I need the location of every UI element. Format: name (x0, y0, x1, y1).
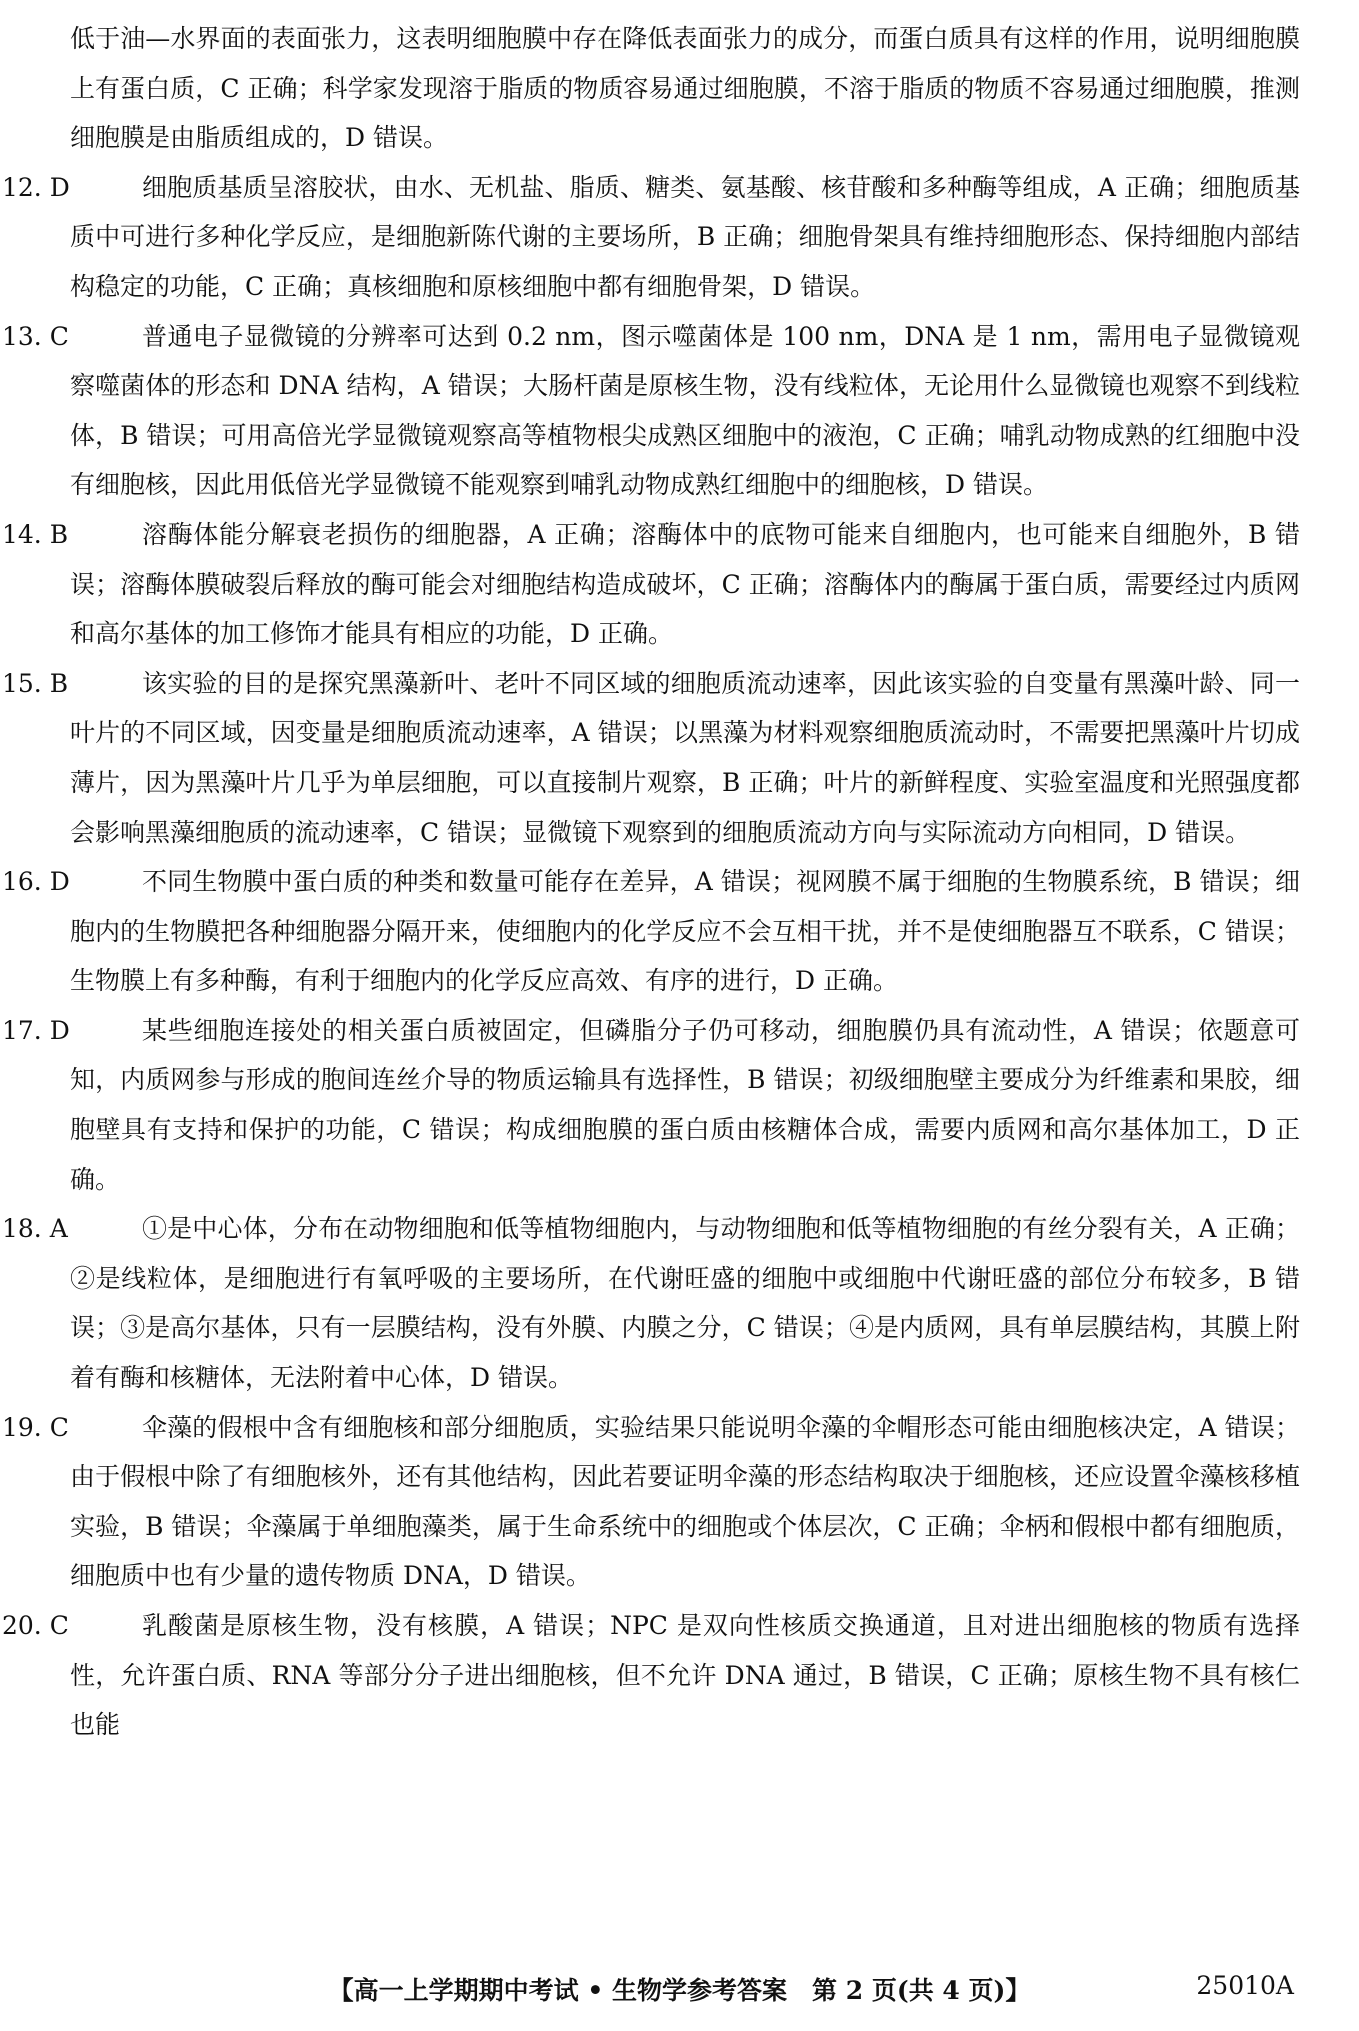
answer-text: 细胞质基质呈溶胶状，由水、无机盐、脂质、糖类、氨基酸、核苷酸和多种酶等组成，A 正确；细胞质基质中可进行多种化学反应，是细胞新陈代谢的主要场所，B 正确；细胞骨架具有维持细胞形态、保持细胞内部结构稳定的功能，C 正确；真核细胞和原核细胞中都有细胞骨架，D 错误。 (70, 172, 1300, 301)
answer-text: 乳酸菌是原核生物，没有核膜，A 错误；NPC 是双向性核质交换通道，且对进出细胞核的物质有选择性，允许蛋白质、RNA 等部分分子进出细胞核，但不允许 DNA 通过，B 错误，C 正确；原核生物不具有核仁也能 (70, 1611, 1300, 1740)
answer-item (2, 1403, 1300, 1601)
answer-item (2, 857, 1300, 1006)
answer-text: 该实验的目的是探究黑藻新叶、老叶不同区域的细胞质流动速率，因此该实验的自变量有黑藻叶龄、同一叶片的不同区域，因变量是细胞质流动速率，A 错误；以黑藻为材料观察细胞质流动时，不需要把黑藻叶片切成薄片，因为黑藻叶片几乎为单层细胞，可以直接制片观察，B 正确；叶片的新鲜程度、实验室温度和光照强度都会影响黑藻细胞质的流动速率，C 错误；显微镜下观察到的细胞质流动方向与实际流动方向相同，D 错误。 (70, 668, 1300, 847)
answer-text: ①是中心体，分布在动物细胞和低等植物细胞内，与动物细胞和低等植物细胞的有丝分裂有关，A 正确；②是线粒体，是细胞进行有氧呼吸的主要场所，在代谢旺盛的细胞中或细胞中代谢旺盛的部位分布较多，B 错误；③是高尔基体，只有一层膜结构，没有外膜、内膜之分，C 错误；④是内质网，具有单层膜结构，其膜上附着有酶和核糖体，无法附着中心体，D 错误。 (70, 1214, 1300, 1393)
footer-code: 25010A (1196, 1971, 1294, 2000)
paragraph-text: 低于油—水界面的表面张力，这表明细胞膜中存在降低表面张力的成分，而蛋白质具有这样的作用，说明细胞膜上有蛋白质，C 正确；科学家发现溶于脂质的物质容易通过细胞膜，不溶于脂质的物质不容易通过细胞膜，推测细胞膜是由脂质组成的，D 错误。 (70, 24, 1300, 153)
answer-number: 19. C (2, 1412, 69, 1442)
answer-number: 15. B (2, 668, 69, 698)
answer-item (2, 1006, 1300, 1204)
answer-list (2, 163, 1300, 1750)
answer-text: 不同生物膜中蛋白质的种类和数量可能存在差异，A 错误；视网膜不属于细胞的生物膜系统，B 错误；细胞内的生物膜把各种细胞器分隔开来，使细胞内的化学反应不会互相干扰，并不是使细胞器互不联系，C 错误；生物膜上有多种酶，有利于细胞内的化学反应高效、有序的进行，D 正确。 (70, 867, 1300, 996)
answer-number: 13. C (2, 321, 69, 351)
answer-number: 12. D (2, 172, 70, 202)
continuation-paragraph (70, 14, 1300, 163)
answer-text: 伞藻的假根中含有细胞核和部分细胞质，实验结果只能说明伞藻的伞帽形态可能由细胞核决定，A 错误；由于假根中除了有细胞核外，还有其他结构，因此若要证明伞藻的形态结构取决于细胞核，还应设置伞藻核移植实验，B 错误；伞藻属于单细胞藻类，属于生命系统中的细胞或个体层次，C 正确；伞柄和假根中都有细胞质，细胞质中也有少量的遗传物质 DNA，D 错误。 (70, 1412, 1300, 1591)
answer-item (2, 510, 1300, 659)
answer-text: 溶酶体能分解衰老损伤的细胞器，A 正确；溶酶体中的底物可能来自细胞内，也可能来自细胞外，B 错误；溶酶体膜破裂后释放的酶可能会对细胞结构造成破坏，C 正确；溶酶体内的酶属于蛋白质，需要经过内质网和高尔基体的加工修饰才能具有相应的功能，D 正确。 (70, 519, 1300, 649)
answer-page (2, 14, 1300, 1750)
answer-text: 普通电子显微镜的分辨率可达到 0.2 nm，图示噬菌体是 100 nm，DNA 是 1 nm，需用电子显微镜观察噬菌体的形态和 DNA 结构，A 错误；大肠杆菌是原核生物，没有线粒体，无论用什么显微镜也观察不到线粒体，B 错误；可用高倍光学显微镜观察高等植物根尖成熟区细胞中的液泡，C 正确；哺乳动物成熟的红细胞中没有细胞核，因此用低倍光学显微镜不能观察到哺乳动物成熟红细胞中的细胞核，D 错误。 (70, 321, 1300, 500)
answer-number: 16. D (2, 867, 70, 897)
footer-title: 【高一上学期期中考试 • 生物学参考答案 第 2 页(共 4 页)】 (328, 1976, 1031, 2005)
answer-item (2, 312, 1300, 510)
answer-number: 20. C (2, 1611, 69, 1640)
answer-item (2, 1204, 1300, 1402)
answer-number: 14. B (2, 519, 69, 549)
answer-item (2, 659, 1300, 857)
answer-text: 某些细胞连接处的相关蛋白质被固定，但磷脂分子仍可移动，细胞膜仍具有流动性，A 错误；依题意可知，内质网参与形成的胞间连丝介导的物质运输具有选择性，B 错误；初级细胞壁主要成分为纤维素和果胶，细胞壁具有支持和保护的功能，C 错误；构成细胞膜的蛋白质由核糖体合成，需要内质网和高尔基体加工，D 正确。 (70, 1015, 1300, 1194)
page-footer (0, 1971, 1359, 2011)
answer-number: 18. A (2, 1214, 68, 1244)
answer-number: 17. D (2, 1015, 70, 1045)
answer-item (2, 163, 1300, 312)
answer-item (2, 1601, 1300, 1750)
